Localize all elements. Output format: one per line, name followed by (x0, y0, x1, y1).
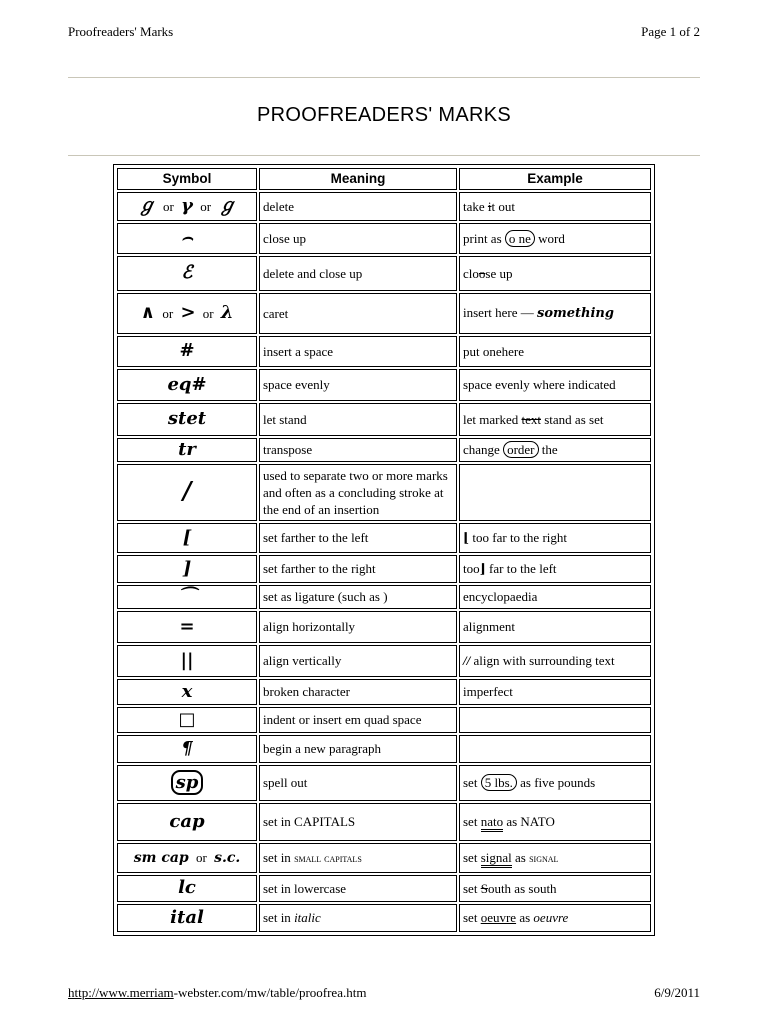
caret-mark-alt2-icon: λ (220, 302, 234, 323)
symbol-cell (117, 555, 257, 583)
table-row (117, 256, 651, 291)
move-left-mark-icon: [ (182, 526, 192, 548)
example-deleted-text: o (478, 265, 486, 281)
example-text: set (463, 775, 481, 790)
column-header-example: Example (459, 168, 651, 190)
example-text: se up (485, 265, 513, 281)
example-styled-text: oeuvre (533, 910, 569, 925)
meaning-cell: insert a space (259, 336, 457, 367)
table-header-row (117, 168, 651, 190)
meaning-cell: close up (259, 223, 457, 254)
table-row (117, 765, 651, 801)
example-text: clo (463, 265, 479, 281)
example-text: put onehere (463, 343, 525, 359)
example-marked-text: signal (481, 850, 512, 868)
meaning-styled-text: small capitals (294, 851, 362, 865)
meaning-cell: set in CAPITALS (259, 803, 457, 841)
align-horizontal-mark-icon: = (179, 615, 195, 637)
table-row (117, 707, 651, 733)
example-cell (459, 403, 651, 436)
example-cell (459, 464, 651, 521)
example-text: stand as set (540, 411, 604, 427)
symbol-cell (117, 679, 257, 705)
header-title: Proofreaders' Marks (68, 24, 174, 39)
meaning-cell: broken character (259, 679, 457, 705)
table-row (117, 611, 651, 643)
symbol-cell (117, 585, 257, 609)
or-label: or (200, 199, 212, 214)
paragraph-mark-icon: ¶ (181, 737, 193, 759)
example-text: set (463, 880, 481, 896)
align-vertical-mark-icon: || (180, 649, 194, 671)
example-marked-text: o ne (505, 230, 535, 247)
symbol-cell (117, 336, 257, 367)
example-cell (459, 765, 651, 801)
meaning-styled-text: italic (294, 910, 321, 925)
table-row (117, 403, 651, 436)
ligature-mark-icon: ⌒ (178, 585, 196, 607)
italic-mark-icon: ital (170, 906, 204, 928)
example-text: let marked (463, 411, 522, 427)
example-text: far to the left (489, 561, 557, 576)
example-text: print as (463, 230, 505, 246)
example-cell (459, 803, 651, 841)
symbol-cell (117, 645, 257, 677)
example-marked-text: order (503, 441, 538, 458)
table-row (117, 904, 651, 932)
meaning-cell: align vertically (259, 645, 457, 677)
table-row (117, 293, 651, 334)
example-cell (459, 256, 651, 291)
symbol-cell (117, 256, 257, 291)
symbol-cell (117, 875, 257, 902)
or-label: or (162, 199, 174, 214)
symbol-cell (117, 438, 257, 462)
example-marked-text: oeuvre (480, 910, 517, 925)
stet-mark-icon: stet (167, 408, 207, 429)
page-number: Page 1 of 2 (641, 24, 700, 39)
example-text: too (463, 561, 480, 576)
example-cell (459, 875, 651, 902)
page-title: PROOFREADERS' MARKS (256, 104, 511, 126)
meaning-text: set in (263, 850, 295, 865)
meaning-cell: align horizontally (259, 611, 457, 643)
example-text: the (538, 442, 558, 457)
table-row (117, 523, 651, 553)
example-cell (459, 369, 651, 401)
example-cell: insert here — something (459, 293, 651, 334)
example-text: set (463, 814, 481, 829)
meaning-cell: set farther to the right (259, 555, 457, 583)
or-label: or (195, 850, 207, 865)
meaning-cell: spell out (259, 765, 457, 801)
transpose-mark-icon: tr (178, 438, 196, 460)
proofreaders-marks-table (113, 164, 655, 936)
example-text: change (463, 442, 504, 457)
footer-date: 6/9/2011 (654, 985, 700, 1000)
move-right-mark-icon: ⌋ (479, 561, 486, 576)
space-evenly-mark-icon: eq# (167, 373, 207, 395)
table-row (117, 735, 651, 763)
symbol-cell (117, 369, 257, 401)
meaning-cell: used to separate two or more marks and often as a concluding stroke at the end of an insertion (259, 464, 457, 521)
title-divider (68, 155, 700, 156)
meaning-cell: delete and close up (259, 256, 457, 291)
example-text: as (511, 850, 530, 865)
example-cell: imperfect (459, 679, 651, 705)
capitals-mark-icon: cap (169, 810, 205, 832)
symbol-cell (117, 403, 257, 436)
symbol-cell (117, 707, 257, 733)
example-text: set (463, 910, 481, 925)
symbol-cell (117, 735, 257, 763)
example-cell (459, 843, 651, 873)
example-text: word (534, 230, 565, 246)
example-cell (459, 707, 651, 733)
table-row (117, 336, 651, 367)
example-text: set (463, 850, 481, 865)
em-quad-mark-icon: □ (178, 708, 196, 730)
meaning-cell: set as ligature (such as ) (259, 585, 457, 609)
table-row (117, 585, 651, 609)
meaning-cell: delete (259, 192, 457, 221)
broken-character-mark-icon: x (181, 680, 193, 702)
symbol-cell (117, 464, 257, 521)
meaning-cell: indent or insert em quad space (259, 707, 457, 733)
meaning-text: set in (263, 910, 295, 925)
symbol-cell (117, 803, 257, 841)
delete-mark-alt2-icon: ℊ (218, 195, 237, 216)
example-text: take (463, 198, 488, 214)
small-capitals-mark-icon: sm cap (133, 850, 189, 866)
example-text: space evenly where indicated (463, 377, 616, 392)
space-mark-icon: # (179, 340, 195, 361)
example-cell (459, 223, 651, 254)
slash-mark-icon: / (182, 475, 192, 505)
example-text: as (516, 910, 534, 925)
table-row (117, 555, 651, 583)
table-row (117, 875, 651, 902)
align-vertical-mark-icon: // (463, 653, 471, 668)
example-cell (459, 555, 651, 583)
move-right-mark-icon: ] (182, 557, 192, 579)
spell-out-mark-icon: sp (171, 770, 204, 795)
meaning-cell: set farther to the left (259, 523, 457, 553)
example-text: as five pounds (516, 775, 596, 790)
example-styled-text: signal (529, 851, 559, 865)
example-cell: encyclopaedia (459, 585, 651, 609)
example-text: t out (491, 198, 516, 214)
footer-url-text: -webster.com/mw/table/proofrea.htm (173, 985, 367, 1000)
meaning-cell: transpose (259, 438, 457, 462)
top-divider (68, 77, 700, 78)
delete-mark-icon: ℊ (137, 195, 156, 216)
delete-close-up-mark-icon: ℰ (181, 262, 193, 283)
table-row (117, 803, 651, 841)
symbol-cell (117, 192, 257, 221)
symbol-cell (117, 765, 257, 801)
footer-url[interactable] (68, 985, 366, 1001)
example-marked-text: 5 lbs. (481, 774, 517, 791)
example-cell (459, 192, 651, 221)
table-row (117, 645, 651, 677)
table-row (117, 438, 651, 462)
symbol-cell (117, 843, 257, 873)
example-cell (459, 645, 651, 677)
meaning-cell: space evenly (259, 369, 457, 401)
meaning-cell: begin a new paragraph (259, 735, 457, 763)
column-header-symbol: Symbol (117, 168, 257, 190)
meaning-cell: let stand (259, 403, 457, 436)
meaning-cell: set in lowercase (259, 875, 457, 902)
example-inserted-text: something (537, 306, 614, 321)
lowercase-mark-icon: lc (178, 877, 196, 898)
example-text: too far to the right (472, 530, 567, 545)
symbol-cell (117, 293, 257, 334)
example-deleted-text: text (521, 411, 541, 427)
example-deleted-text: i (487, 198, 492, 214)
meaning-cell: caret (259, 293, 457, 334)
symbol-cell (117, 523, 257, 553)
symbol-cell (117, 223, 257, 254)
example-text: as NATO (503, 814, 555, 829)
table-row (117, 843, 651, 873)
example-cell (459, 336, 651, 367)
example-text: outh as south (487, 880, 557, 896)
caret-mark-icon: ∧ (140, 302, 156, 323)
table-row (117, 464, 651, 521)
move-left-mark-icon: ⌊ (463, 530, 470, 545)
example-cell (459, 438, 651, 462)
small-capitals-alt-mark-icon: s.c. (214, 850, 241, 866)
table-row (117, 369, 651, 401)
example-cell (459, 904, 651, 932)
example-cell (459, 523, 651, 553)
symbol-cell (117, 611, 257, 643)
table-row (117, 192, 651, 221)
or-label: or (162, 306, 174, 321)
example-text: align with surrounding text (473, 653, 615, 668)
delete-mark-alt-icon: γ (181, 195, 193, 216)
example-marked-text: nato (481, 814, 503, 832)
caret-mark-alt-icon: > (180, 302, 196, 323)
example-marked-text: S (480, 880, 488, 896)
table-row (117, 223, 651, 254)
footer-url-link[interactable]: http://www.merriam (68, 985, 174, 1000)
table-row (117, 679, 651, 705)
example-text: insert here (463, 305, 518, 320)
meaning-cell (259, 843, 457, 873)
meaning-cell (259, 904, 457, 932)
close-up-mark-icon: ⌢ (181, 227, 193, 248)
example-cell: alignment (459, 611, 651, 643)
or-label: or (202, 306, 214, 321)
column-header-meaning: Meaning (259, 168, 457, 190)
symbol-cell (117, 904, 257, 932)
example-cell (459, 735, 651, 763)
